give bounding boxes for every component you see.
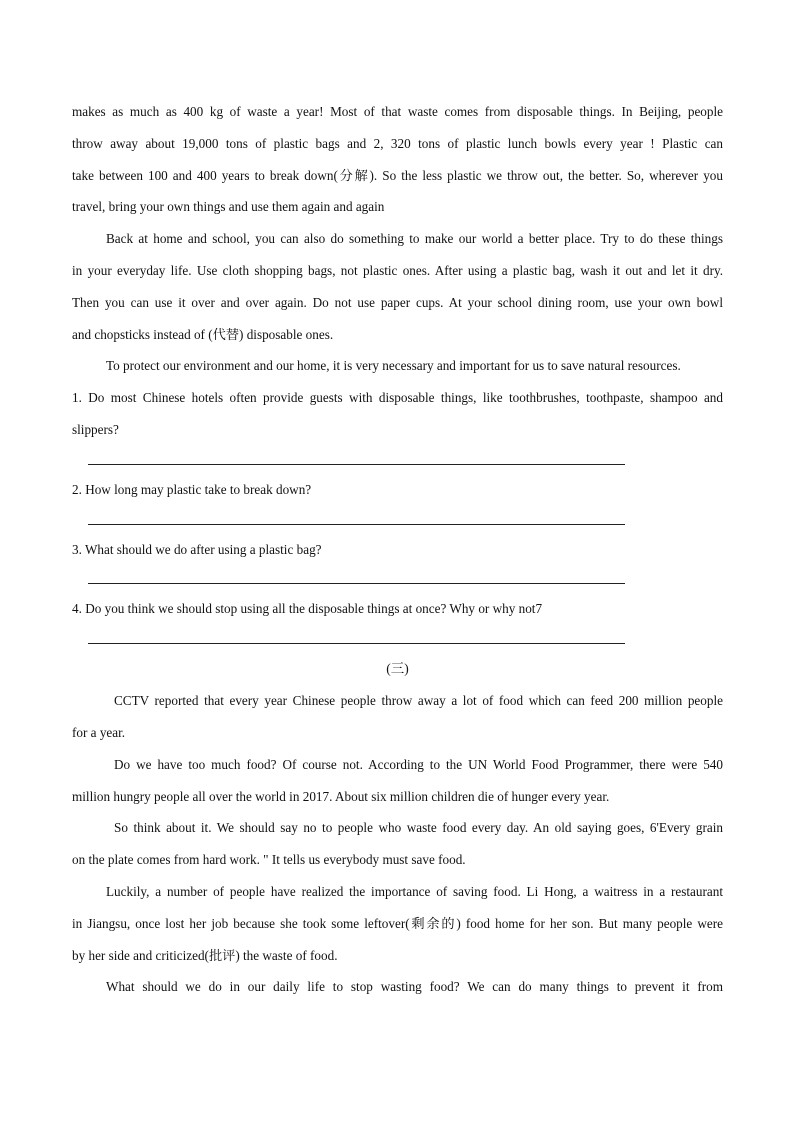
text-line: travel, bring your own things and use them again and again — [72, 199, 385, 215]
paragraph-waste — [72, 96, 723, 223]
text-line: by her side and criticized(批评) the waste of food. — [72, 947, 338, 963]
paragraph-too-much-food — [72, 749, 723, 813]
text-line: So think about it. We should say no to people who waste food every day. An old saying goes, 6'Every grain — [114, 820, 723, 836]
text-line: and chopsticks instead of (代替) disposable ones. — [72, 326, 334, 342]
text-line: Luckily, a number of people have realized the importance of saving food. Li Hong, a waitress in a restaurant — [106, 883, 723, 899]
text-line: throw away about 19,000 tons of plastic bags and 2, 320 tons of plastic lunch bowls every year ! Plastic can — [72, 135, 723, 151]
question-text: 1. Do most Chinese hotels often provide guests with disposable things, like toothbrushes, toothpaste, shampoo and — [72, 390, 723, 406]
question-4 — [72, 593, 723, 644]
paragraph-daily-life — [72, 971, 723, 1003]
paragraph-protect: To protect our environment and our home, it is very necessary and important for us to save natural resources. — [106, 358, 681, 374]
paragraph-home-school — [72, 223, 723, 350]
question-3 — [72, 534, 723, 585]
text-line: in Jiangsu, once lost her job because she took some leftover(剩余的) food home for her son. But many people were — [72, 915, 723, 931]
text-line: CCTV reported that every year Chinese people throw away a lot of food which can feed 200 million people — [114, 693, 723, 709]
paragraph-luckily — [72, 876, 723, 971]
text-line: Then you can use it over and over again. Do not use paper cups. At your school dining room, use your own bowl — [72, 294, 723, 310]
text-line: Do we have too much food? Of course not. According to the UN World Food Programmer, there were 540 — [114, 756, 723, 772]
text-line: for a year. — [72, 724, 126, 740]
text-line: take between 100 and 400 years to break down(分解). So the less plastic we throw out, the better. So, wherever you — [72, 167, 723, 183]
text-line: million hungry people all over the world in 2017. About six million children die of hunger every year. — [72, 788, 610, 804]
paragraph-cctv — [72, 685, 723, 749]
answer-line[interactable] — [88, 506, 625, 525]
text-line: on the plate comes from hard work. " It tells us everybody must save food. — [72, 852, 466, 868]
text-line: Back at home and school, you can also do something to make our world a better place. Try to do these things — [106, 231, 723, 247]
document-page — [72, 96, 723, 1003]
question-text: slippers? — [72, 421, 119, 437]
paragraph-think — [72, 812, 723, 876]
text-line: in your everyday life. Use cloth shopping bags, not plastic ones. After using a plastic bag, wash it out and let it dry. — [72, 262, 723, 278]
answer-line[interactable] — [88, 625, 625, 644]
text-line: makes as much as 400 kg of waste a year! Most of that waste comes from disposable things. In Beijing, people — [72, 104, 723, 119]
question-text: 2. How long may plastic take to break down? — [72, 481, 312, 497]
question-1 — [72, 382, 723, 465]
section-title: (三) — [386, 661, 409, 677]
text-line: What should we do in our daily life to stop wasting food? We can do many things to prevent it from — [106, 979, 723, 995]
question-2 — [72, 474, 723, 525]
question-text: 4. Do you think we should stop using all the disposable things at once? Why or why not7 — [72, 601, 543, 617]
answer-line[interactable] — [88, 565, 625, 584]
answer-line[interactable] — [88, 446, 625, 465]
question-text: 3. What should we do after using a plastic bag? — [72, 541, 322, 557]
